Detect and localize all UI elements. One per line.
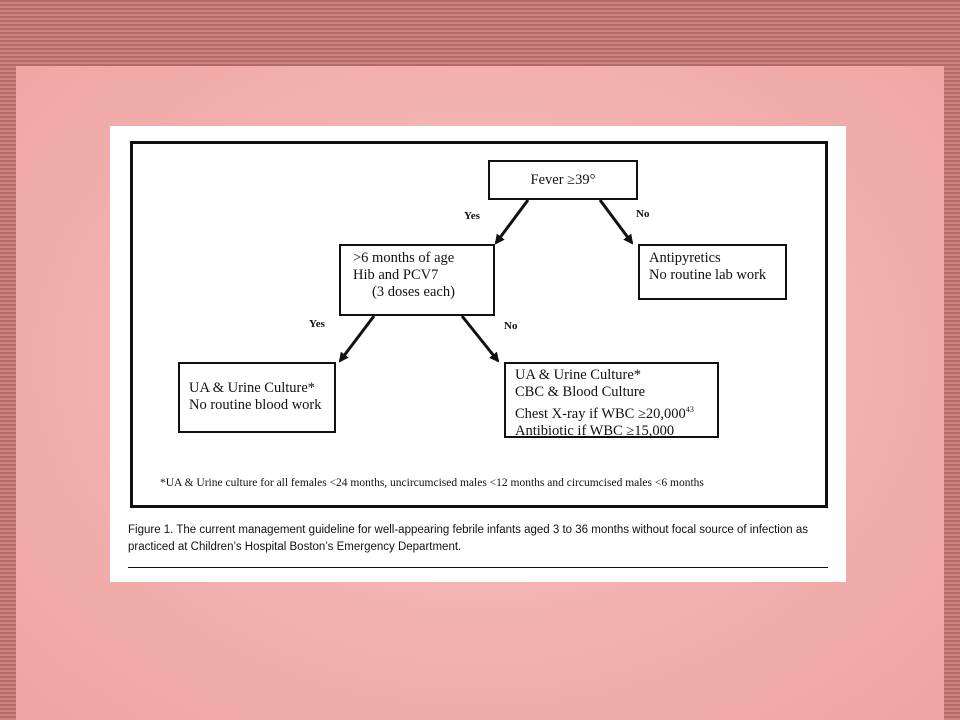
node-antipyretics-line-2: No routine lab work — [649, 267, 767, 283]
arrow-fever-no — [600, 200, 632, 243]
node-full-workup-line-4: Antibiotic if WBC ≥15,000 — [515, 422, 675, 439]
node-fever — [488, 160, 638, 200]
node-full-workup-line-2: CBC & Blood Culture — [515, 384, 646, 400]
node-ua-only-line-2: No routine blood work — [189, 397, 322, 413]
edge-label-fever-no: No — [636, 208, 650, 220]
diagram-footnote: *UA & Urine culture for all females <24 months, uncircumcised males <12 months and circumcised males <6 months — [160, 477, 704, 489]
node-age-line-1: >6 months of age — [353, 250, 455, 266]
node-full-workup-line-3-text: Chest X-ray if WBC ≥20,000 — [515, 405, 686, 422]
node-full-workup-line-1: UA & Urine Culture* — [515, 367, 642, 383]
edge-label-age-no: No — [504, 320, 518, 332]
figure-caption: Figure 1. The current management guideline for well-appearing febrile infants aged 3 to 36 months without focal source of infection as practiced at Children’s Hospital Boston’s Emergency Department. — [128, 524, 808, 553]
node-antipyretics-line-1: Antipyretics — [649, 250, 721, 266]
citation-superscript: 43 — [685, 405, 694, 414]
edge-label-age-yes: Yes — [309, 318, 325, 330]
node-full-workup-line-3 — [515, 401, 717, 423]
arrow-age-yes — [340, 316, 374, 361]
arrow-fever-yes — [496, 200, 528, 243]
arrow-age-no — [462, 316, 498, 361]
flowchart-arrows — [110, 126, 846, 582]
caption-rule — [128, 567, 828, 568]
node-full-workup — [504, 362, 719, 438]
node-ua-only — [178, 362, 336, 433]
node-age-line-3: (3 doses each) — [372, 284, 455, 300]
node-age-line-2: Hib and PCV7 — [353, 267, 439, 283]
figure-card — [110, 126, 846, 582]
node-fever-text: Fever ≥39° — [530, 172, 596, 188]
node-antipyretics — [638, 244, 787, 300]
node-ua-only-line-1: UA & Urine Culture* — [189, 380, 316, 396]
node-age — [339, 244, 495, 316]
edge-label-fever-yes: Yes — [464, 210, 480, 222]
